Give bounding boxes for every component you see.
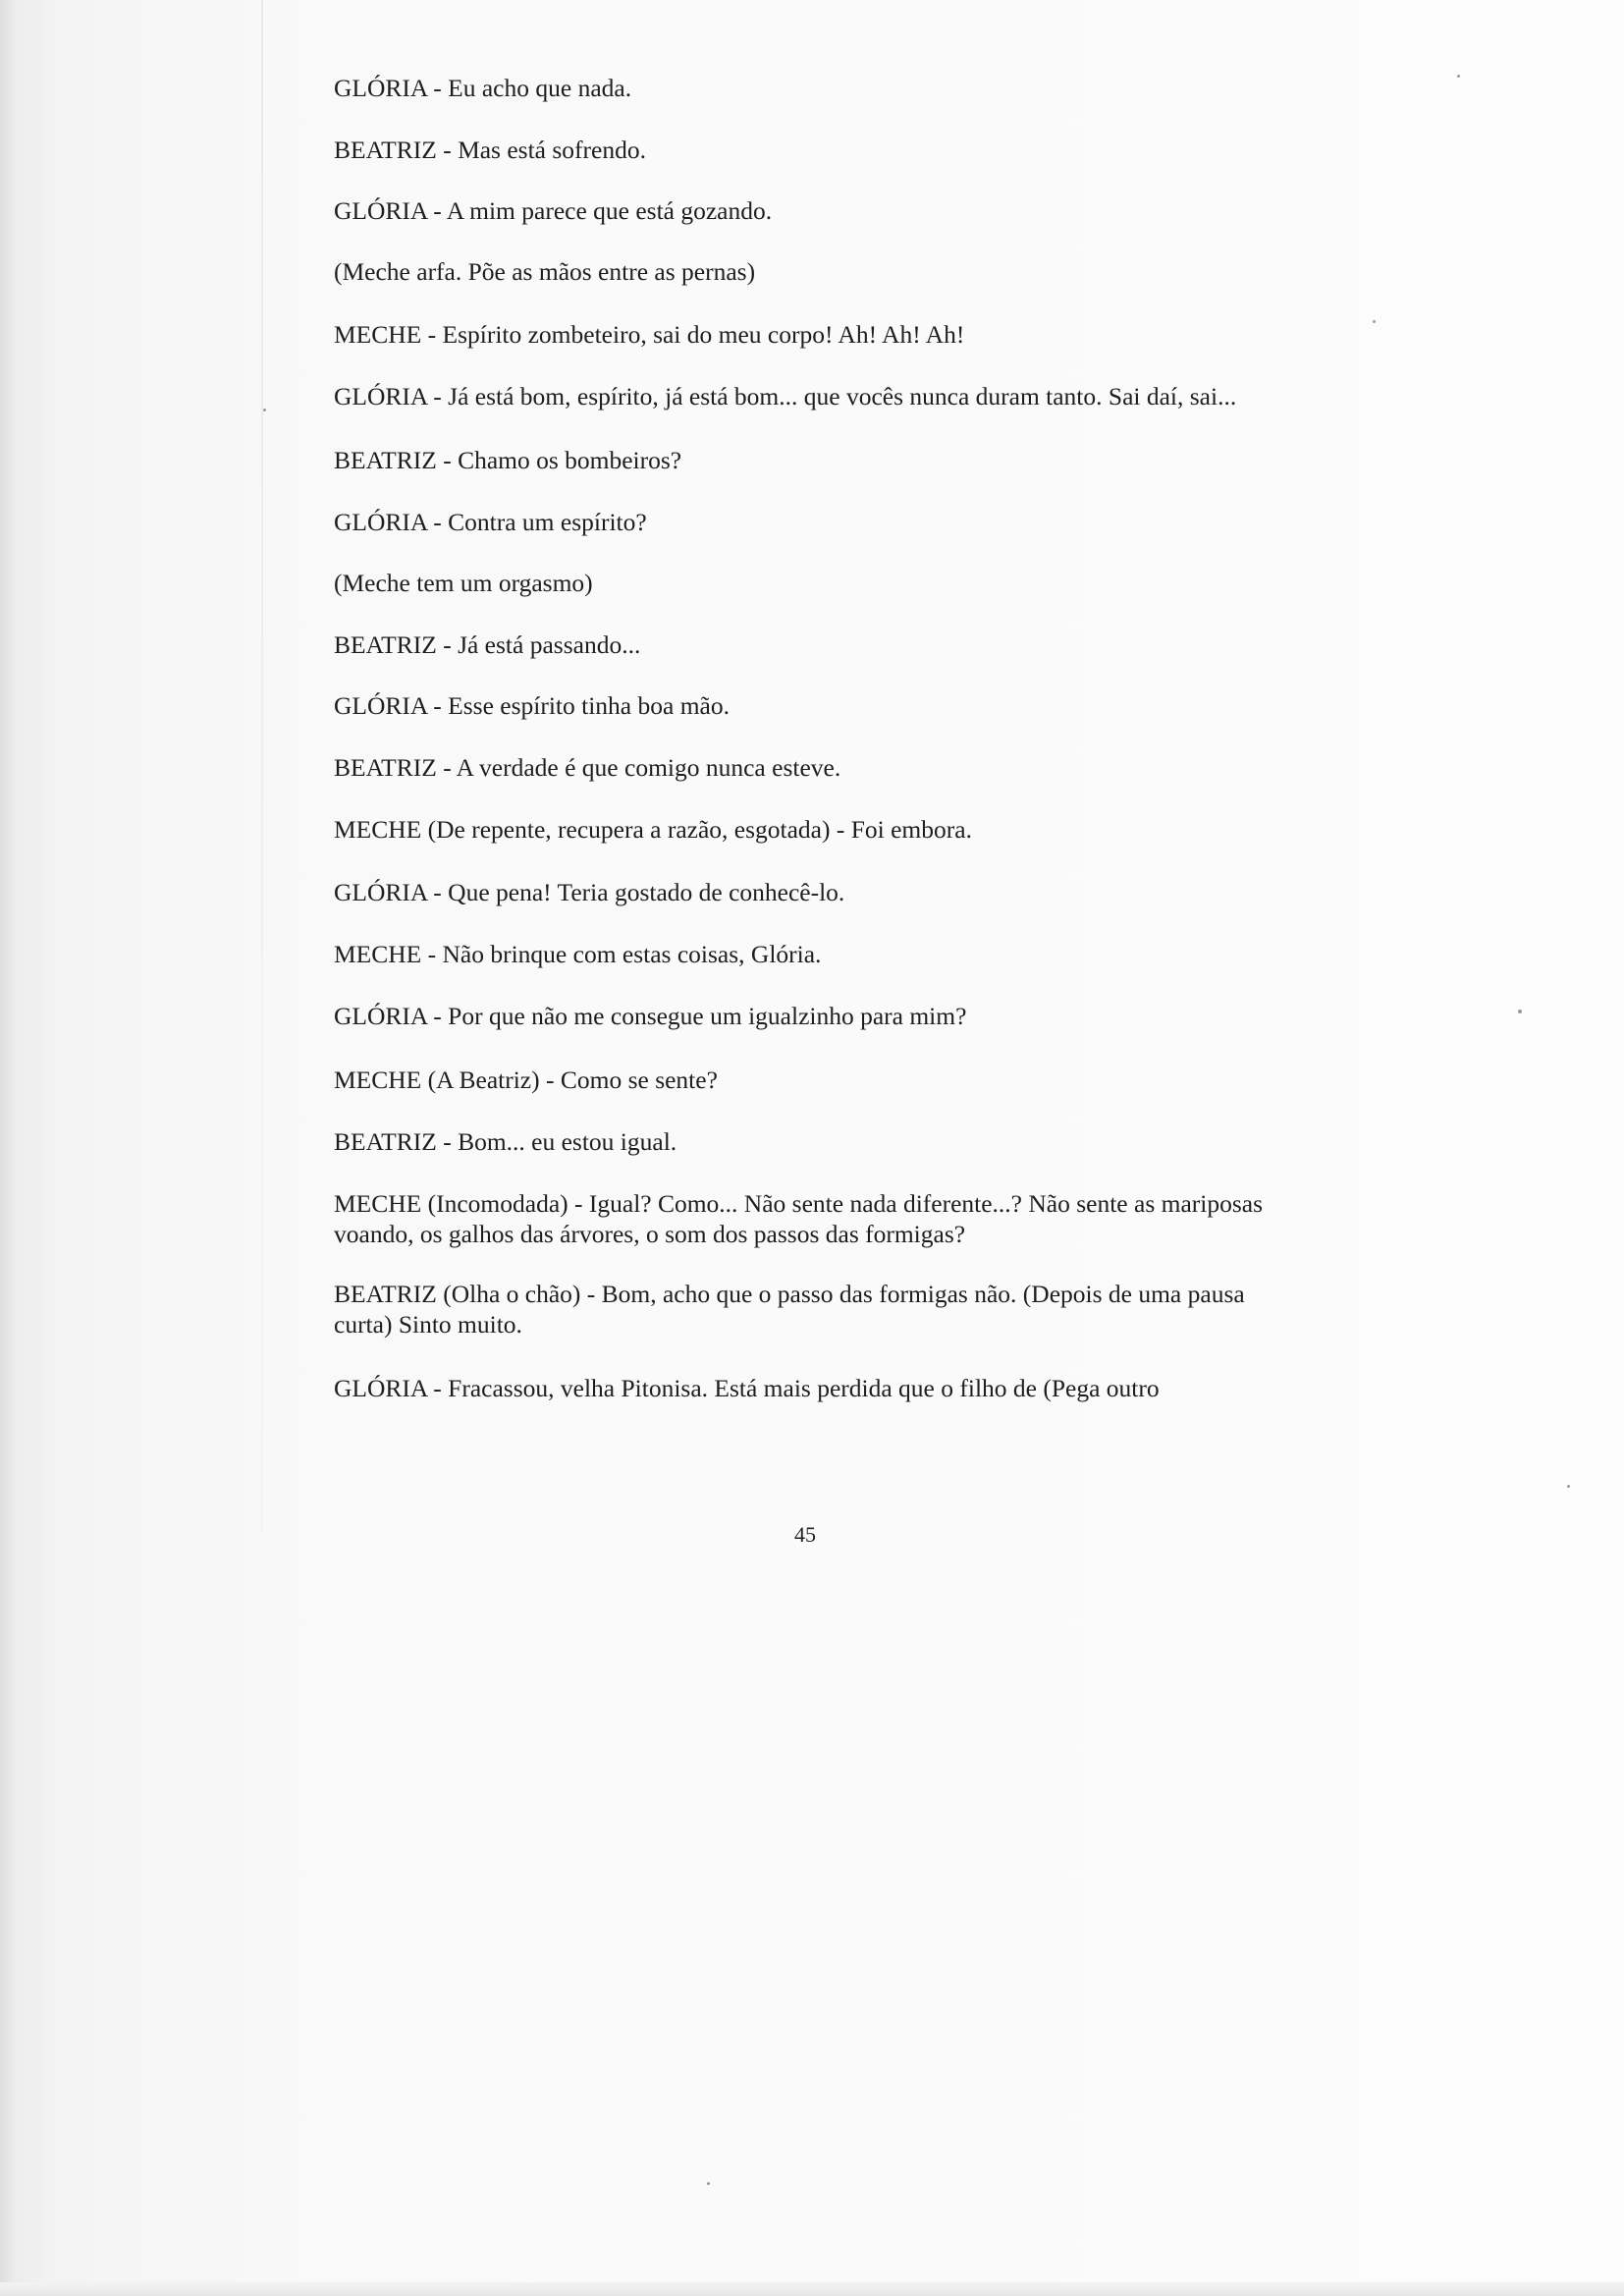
dialogue-line: MECHE - Não brinque com estas coisas, Glória. xyxy=(334,940,822,968)
dialogue-line: BEATRIZ - Bom... eu estou igual. xyxy=(334,1127,677,1156)
stage-direction: (Meche arfa. Põe as mãos entre as pernas) xyxy=(334,257,756,286)
scan-bottom-edge xyxy=(0,2282,1624,2296)
scan-speck xyxy=(1567,1485,1570,1488)
scan-speck xyxy=(263,409,266,411)
scan-speck xyxy=(707,2182,710,2185)
dialogue-line: GLÓRIA - Contra um espírito? xyxy=(334,508,647,536)
dialogue-line: MECHE (De repente, recupera a razão, esgotada) - Foi embora. xyxy=(334,815,972,844)
stage-direction: (Meche tem um orgasmo) xyxy=(334,569,593,597)
dialogue-line: GLÓRIA - Eu acho que nada. xyxy=(334,74,632,102)
scan-speck xyxy=(1457,75,1460,78)
dialogue-line: BEATRIZ - A verdade é que comigo nunca esteve. xyxy=(334,753,841,782)
dialogue-line: GLÓRIA - Que pena! Teria gostado de conhecê-lo. xyxy=(334,878,845,906)
dialogue-line: GLÓRIA - Fracassou, velha Pitonisa. Está mais perdida que o filho de (Pega outro xyxy=(334,1374,1160,1402)
script-text xyxy=(334,73,1267,1403)
dialogue-line: BEATRIZ - Mas está sofrendo. xyxy=(334,136,646,164)
scan-speck xyxy=(1518,1010,1522,1013)
dialogue-line: BEATRIZ - Chamo os bombeiros? xyxy=(334,446,682,474)
page-number: 45 xyxy=(794,1522,816,1547)
scan-speck xyxy=(1373,320,1376,323)
dialogue-line: BEATRIZ - Já está passando... xyxy=(334,630,641,659)
dialogue-line: MECHE - Espírito zombeteiro, sai do meu corpo! Ah! Ah! Ah! xyxy=(334,320,965,349)
dialogue-line: GLÓRIA - A mim parece que está gozando. xyxy=(334,196,773,225)
dialogue-line: GLÓRIA - Já está bom, espírito, já está bom... que vocês nunca duram tanto. Sai daí, sai... xyxy=(334,382,1237,410)
dialogue-line: BEATRIZ (Olha o chão) - Bom, acho que o passo das formigas não. (Depois de uma pausa curta) Sinto muito. xyxy=(334,1280,1245,1339)
dialogue-line: GLÓRIA - Por que não me consegue um igualzinho para mim? xyxy=(334,1002,967,1030)
dialogue-line: MECHE (A Beatriz) - Como se sente? xyxy=(334,1066,718,1094)
page-fold-shadow xyxy=(261,0,263,1532)
dialogue-line: GLÓRIA - Esse espírito tinha boa mão. xyxy=(334,691,730,720)
dialogue-line: MECHE (Incomodada) - Igual? Como... Não sente nada diferente...? Não sente as mariposas voando, os galhos das árvores, o som dos passos das formigas? xyxy=(334,1189,1264,1248)
